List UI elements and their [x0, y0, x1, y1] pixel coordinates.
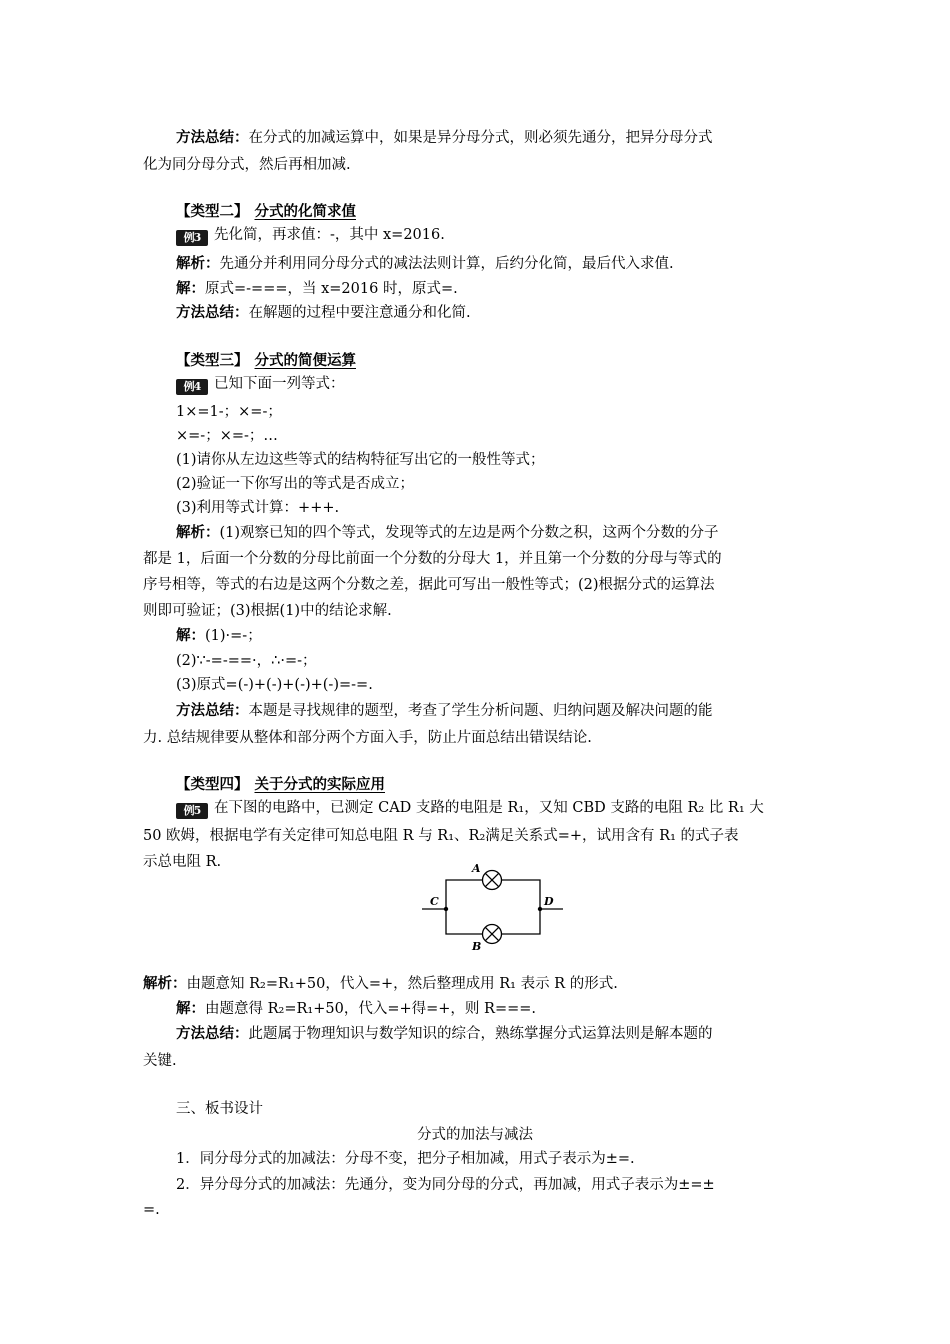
summary-continuation: 化为同分母分式，然后再相加减.: [143, 157, 351, 173]
junction-c: [444, 907, 448, 911]
type2-summary: [176, 302, 840, 324]
summary-label: 方法总结：: [176, 304, 249, 321]
summary-label: 方法总结：: [176, 129, 249, 146]
type4-analysis: [143, 973, 807, 995]
analysis-line-3: 序号相等，等式的右边是这两个分数之差，据此可写出一般性等式；(2)根据分式的运算法: [143, 577, 715, 593]
example-badge: 例4: [176, 379, 208, 395]
summary-text: 在解题的过程中要注意通分和化简.: [248, 305, 471, 321]
lamp-b-icon: [483, 925, 502, 944]
type2-solution: [176, 278, 840, 300]
solution-label: 解：: [176, 627, 205, 644]
equation-line-2: ×=-；×=-；…: [176, 428, 278, 444]
summary-text: 此题属于物理知识与数学知识的综合，熟练掌握分式运算法则是解本题的: [248, 1026, 713, 1042]
analysis-text: 由题意知 R₂=R₁+50，代入=+，然后整理成用 R₁ 表示 R 的形式.: [186, 976, 618, 992]
type4-solution: [176, 998, 840, 1020]
analysis-text: (1)观察已知的四个等式，发现等式的左边是两个分数之积，这两个分数的分子: [219, 525, 719, 541]
equation-line-1: 1×=1-；×=-；: [176, 404, 282, 420]
question-1: (1)请你从左边这些等式的结构特征写出它的一般性等式；: [176, 452, 545, 468]
example-badge: 例5: [176, 803, 208, 819]
board-item-2-continuation: =.: [143, 1202, 160, 1218]
type3-bracket: 【类型三】: [176, 352, 249, 369]
type4-summary: [176, 1023, 840, 1045]
solution-label: 解：: [176, 280, 205, 297]
type3-title: 分式的简便运算: [254, 352, 356, 369]
question-2: (2)验证一下你写出的等式是否成立；: [176, 476, 415, 492]
type2-analysis: [176, 253, 840, 275]
solution-label: 解：: [176, 1000, 205, 1017]
type3-analysis: [176, 522, 840, 544]
example-badge: 例3: [176, 230, 208, 246]
board-title: 分式的加法与减法: [417, 1127, 533, 1143]
example5-row: [176, 797, 764, 819]
type2-bracket: 【类型二】: [176, 203, 249, 220]
example5-question: 在下图的电路中，已测定 CAD 支路的电阻是 R₁，又知 CBD 支路的电阻 R₂ 比 R₁ 大: [214, 800, 764, 816]
example4-row: [176, 373, 345, 395]
summary-label: 方法总结：: [176, 702, 249, 719]
type4-heading: [176, 774, 385, 796]
lamp-a-icon: [483, 871, 502, 890]
summary-line-2: 力. 总结规律要从整体和部分两个方面入手，防止片面总结出错误结论.: [143, 730, 592, 746]
wire-bottom-right: [502, 909, 540, 934]
type2-title: 分式的化简求值: [254, 203, 356, 220]
wire-bottom-left: [446, 909, 482, 934]
type4-title: 关于分式的实际应用: [254, 776, 385, 793]
question-line-3: 示总电阻 R.: [143, 854, 222, 870]
summary-text: 在分式的加减运算中，如果是异分母分式，则必须先通分，把异分母分式: [248, 130, 713, 146]
solution-text: (1)·=-；: [205, 628, 262, 644]
solution-text: 由题意得 R₂=R₁+50，代入=+得=+，则 R===.: [205, 1001, 536, 1017]
analysis-label: 解析：: [176, 524, 220, 541]
wire-top-left: [446, 880, 482, 909]
circuit-diagram: [420, 862, 565, 954]
board-heading: 三、板书设计: [176, 1101, 263, 1117]
wire-top-right: [502, 880, 540, 909]
summary-line-2: 关键.: [143, 1053, 177, 1069]
summary-paragraph: [176, 127, 840, 149]
type2-heading: [176, 201, 356, 223]
summary-label: 方法总结：: [176, 1025, 249, 1042]
solution-line-3: (3)原式=(-)+(-)+(-)+(-)=-=.: [176, 677, 373, 693]
type3-heading: [176, 350, 356, 372]
analysis-line-4: 则即可验证；(3)根据(1)中的结论求解.: [143, 603, 392, 619]
type3-summary: [176, 700, 840, 722]
analysis-label: 解析：: [176, 255, 220, 272]
junction-d: [538, 907, 542, 911]
question-3: (3)利用等式计算：+++.: [176, 500, 340, 516]
type3-solution: [176, 625, 840, 647]
node-a-label: A: [472, 862, 481, 875]
analysis-line-2: 都是 1，后面一个分数的分母比前面一个分数的分母大 1，并且第一个分数的分母与等式的: [143, 551, 722, 567]
example3-question: 先化简，再求值：-，其中 x=2016.: [214, 227, 445, 243]
example3-row: [176, 224, 445, 246]
node-d-label: D: [544, 895, 554, 908]
type4-bracket: 【类型四】: [176, 776, 249, 793]
summary-text: 本题是寻找规律的题型，考查了学生分析问题、归纳问题及解决问题的能: [248, 703, 713, 719]
node-b-label: B: [472, 940, 482, 953]
solution-line-2: (2)∵-=-==·，∴·=-；: [176, 653, 317, 669]
example4-question: 已知下面一列等式：: [214, 376, 345, 392]
analysis-label: 解析：: [143, 975, 187, 992]
board-item-1: 1．同分母分式的加减法：分母不变，把分子相加减，用式子表示为±=.: [176, 1151, 635, 1167]
question-line-2: 50 欧姆，根据电学有关定律可知总电阻 R 与 R₁、R₂满足关系式=+，试用含有 R₁ 的式子表: [143, 828, 739, 844]
analysis-text: 先通分并利用同分母分式的减法法则计算，后约分化简，最后代入求值.: [219, 256, 674, 272]
solution-text: 原式=-===，当 x=2016 时，原式=.: [205, 281, 458, 297]
node-c-label: C: [430, 895, 439, 908]
board-item-2: 2．异分母分式的加减法：先通分，变为同分母的分式，再加减，用式子表示为±=±: [176, 1177, 715, 1193]
